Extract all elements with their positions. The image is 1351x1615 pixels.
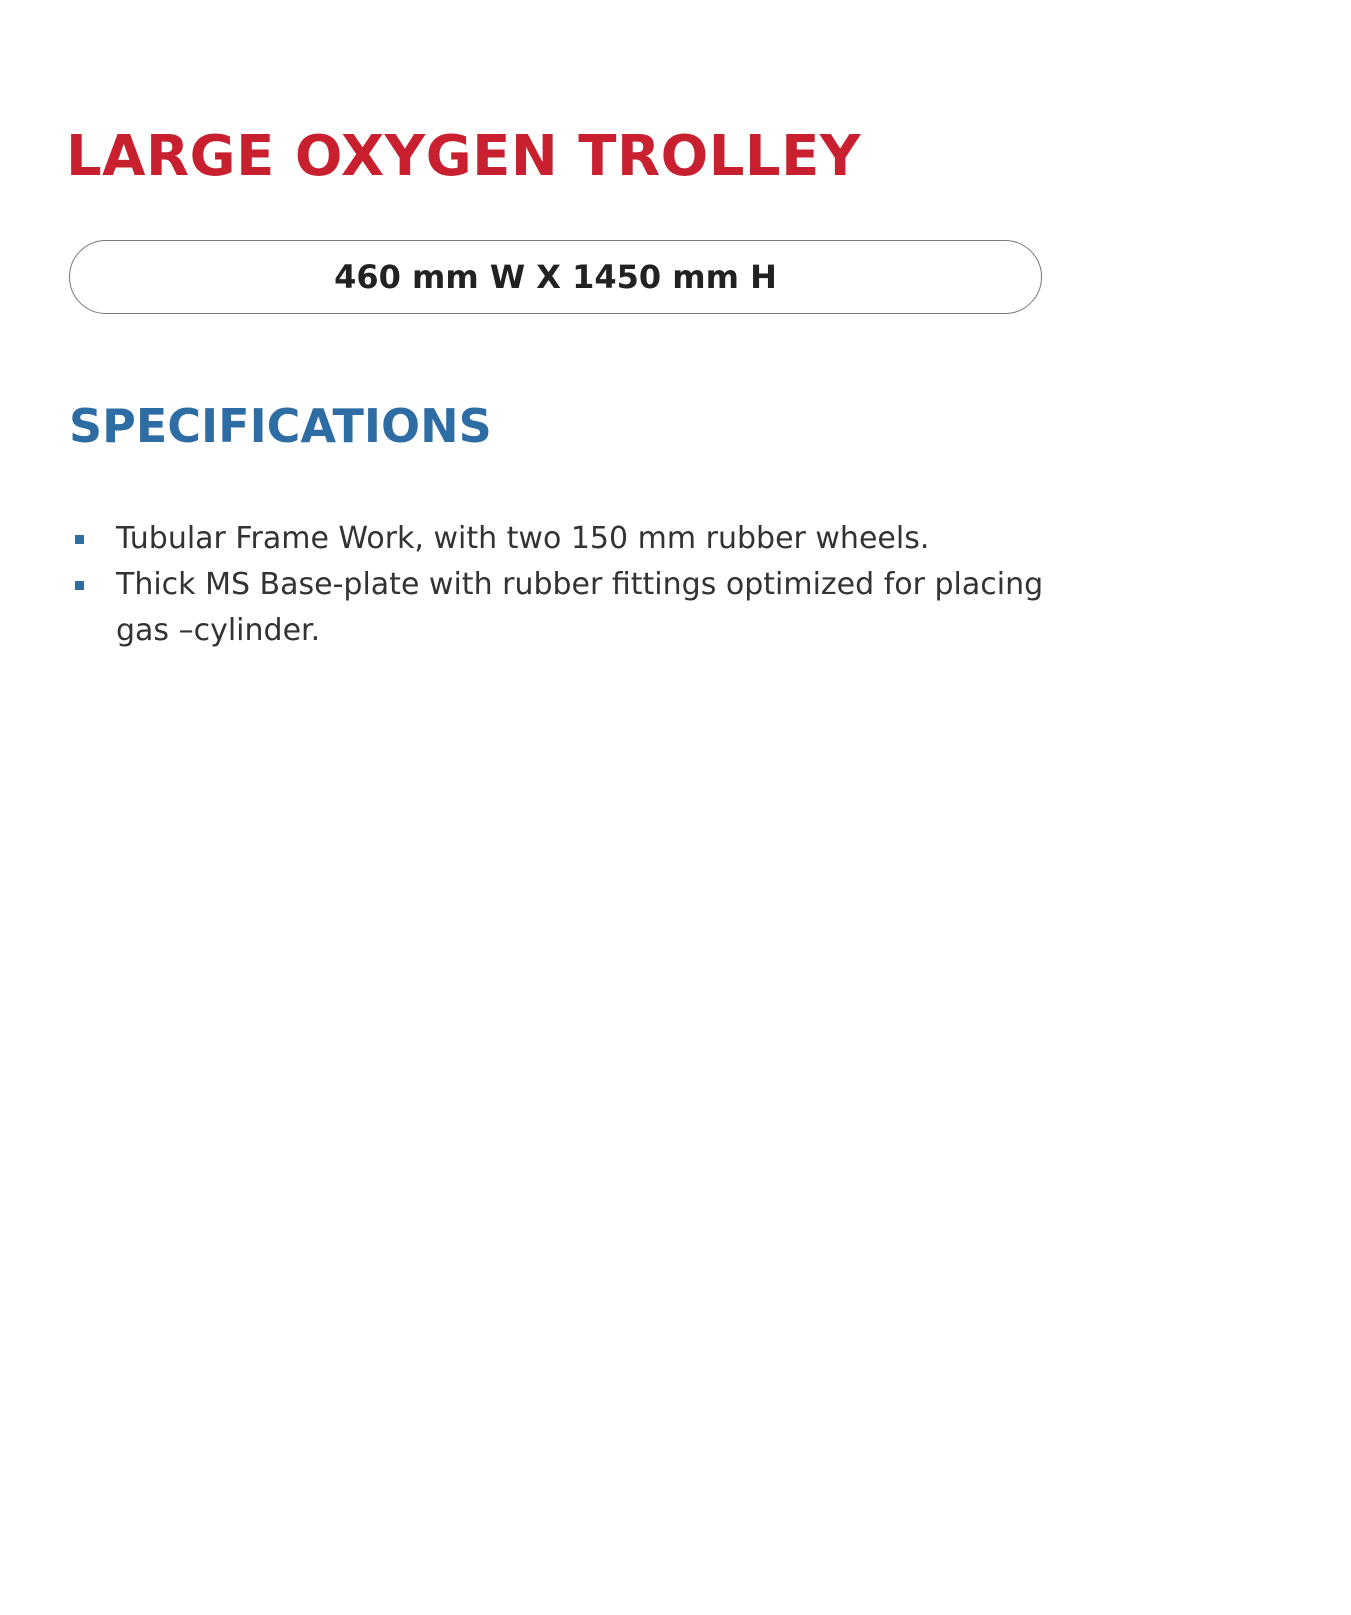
list-item xyxy=(69,516,1049,562)
square-bullet-icon xyxy=(75,581,84,590)
specifications-heading: SPECIFICATIONS xyxy=(69,399,492,453)
dimensions-badge xyxy=(69,240,1042,314)
square-bullet-icon xyxy=(75,535,84,544)
spec-text: Tubular Frame Work, with two 150 mm rubber wheels. xyxy=(116,521,930,556)
specifications-list xyxy=(69,516,1049,654)
page-title: LARGE OXYGEN TROLLEY xyxy=(66,124,861,189)
list-item xyxy=(69,562,1049,654)
spec-text: Thick MS Base-plate with rubber fittings optimized for placing gas –cylinder. xyxy=(116,567,1044,648)
dimensions-text: 460 mm W X 1450 mm H xyxy=(334,258,777,296)
